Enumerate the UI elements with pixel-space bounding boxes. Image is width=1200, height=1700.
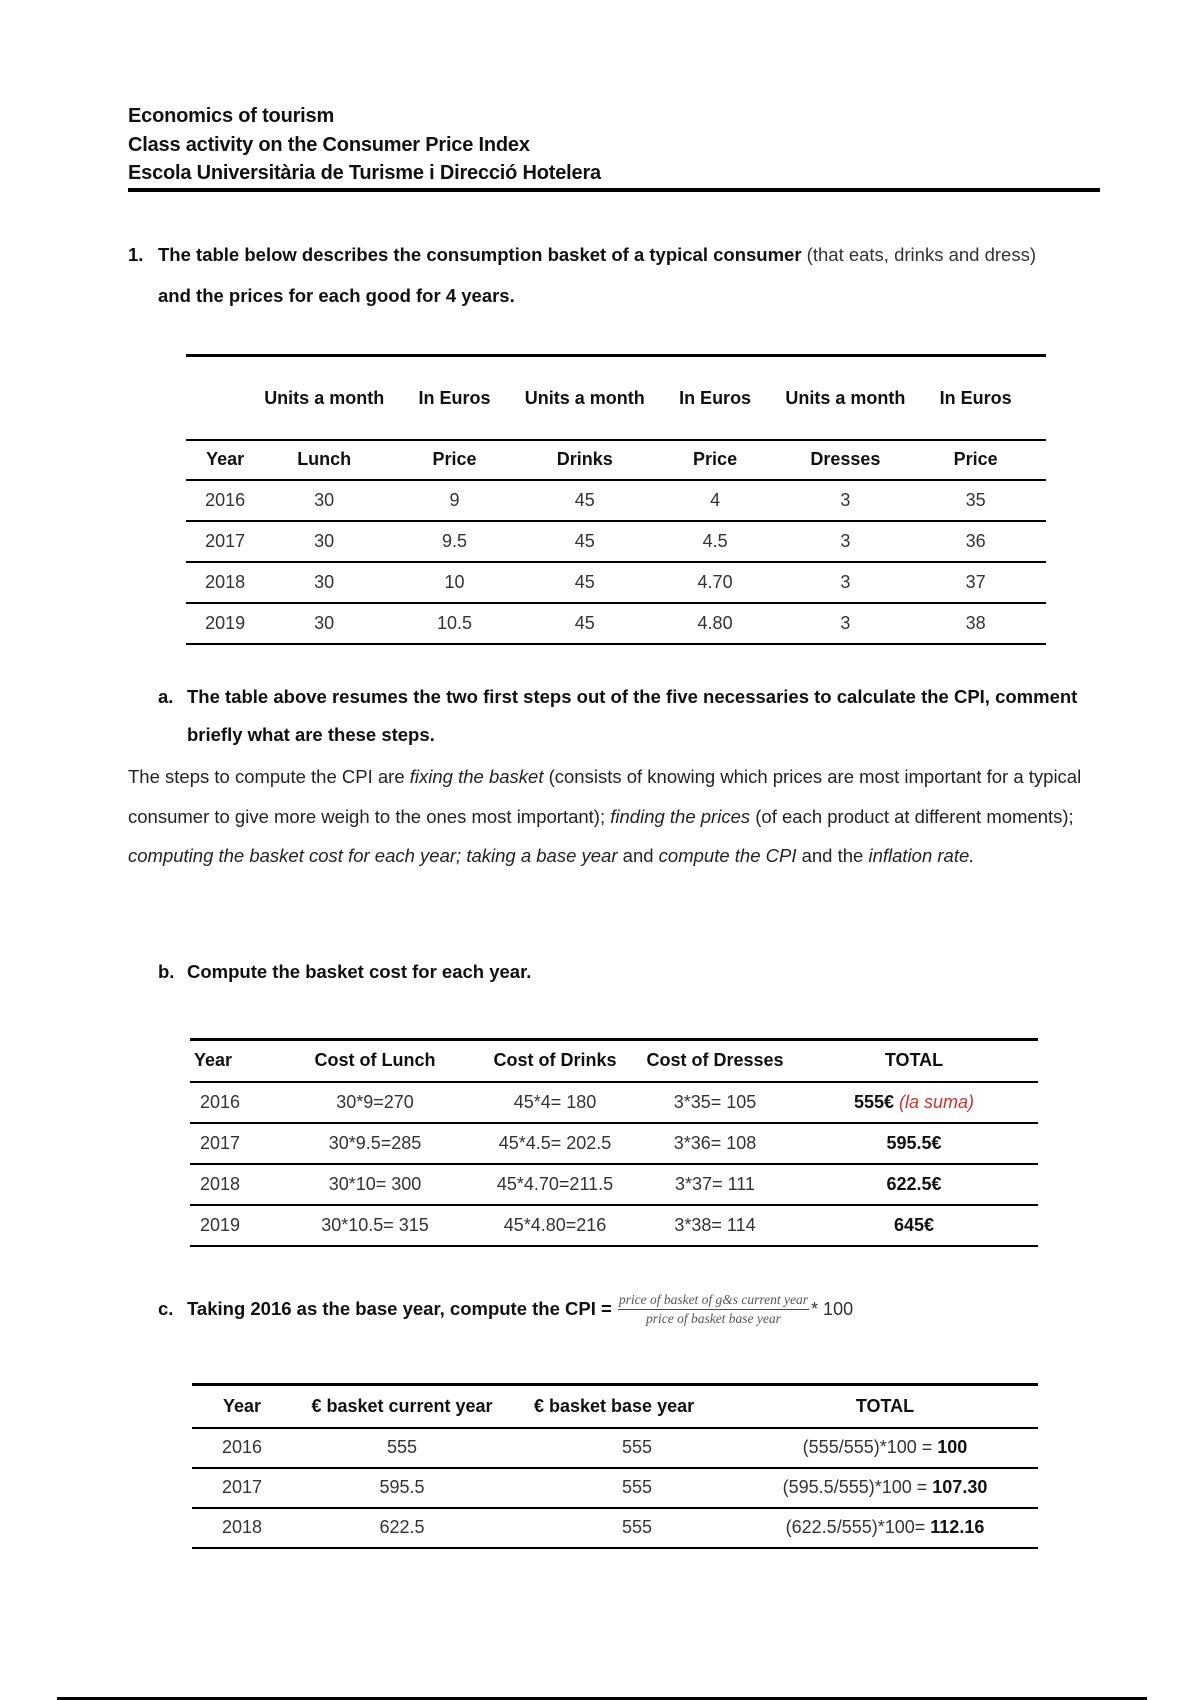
answer-text: The steps to compute the CPI are (128, 766, 410, 787)
header-cell: TOTAL (884, 1050, 944, 1071)
question-a-text: The table above resumes the two first steps out of the five necessaries to calculate the CPI, comment briefly what are these steps. (187, 686, 1078, 745)
header-cell: Cost of Dresses (646, 1050, 784, 1071)
question-1 (128, 234, 1108, 316)
table-cell: 30 (264, 562, 384, 603)
table-cell: 4.70 (645, 562, 786, 603)
question-letter: b. (158, 961, 175, 982)
table-cell: 10.5 (384, 603, 525, 644)
question-c (158, 1290, 853, 1328)
table-row (192, 1468, 1038, 1508)
table-header-row (186, 356, 1046, 440)
base-basket-cell: 555 (512, 1428, 732, 1468)
activity-title: Class activity on the Consumer Price Index (128, 133, 530, 156)
table-cell: 2019 (186, 603, 264, 644)
basket-cost-table (190, 1038, 1038, 1247)
year-cell: 2019 (190, 1205, 280, 1246)
document-header (128, 102, 1100, 188)
question-a (158, 678, 1098, 754)
course-title: Economics of tourism (128, 105, 335, 127)
table-row (190, 1082, 1038, 1123)
cost-drinks-cell: 45*4= 180 (470, 1082, 640, 1123)
base-basket-cell: 555 (512, 1508, 732, 1548)
table-cell: 30 (264, 480, 384, 521)
header-cell: Year (186, 440, 264, 480)
cost-dresses-cell: 3*36= 108 (640, 1123, 790, 1164)
cpi-cell (732, 1468, 1038, 1508)
cost-lunch-cell: 30*9=270 (280, 1082, 470, 1123)
cost-drinks-cell: 45*4.80=216 (470, 1205, 640, 1246)
formula-denominator: price of basket base year (645, 1310, 781, 1326)
answer-text: (of each product at different moments); (750, 805, 1074, 827)
table-cell: 3 (785, 562, 905, 603)
question-b-text: Compute the basket cost for each year. (187, 961, 532, 982)
total-value: 645€ (893, 1214, 935, 1235)
header-divider (128, 188, 1100, 192)
header-cell: Price (645, 440, 786, 480)
table-cell: 4.5 (645, 521, 786, 562)
header-cell: Price (905, 440, 1046, 480)
question-c-text: Taking 2016 as the base year, compute the CPI = (187, 1298, 612, 1319)
header-cell: € basket base year (534, 1395, 695, 1416)
cpi-formula: (622.5/555)*100= (785, 1517, 931, 1537)
table-row (186, 480, 1046, 521)
table-row (192, 1428, 1038, 1468)
table-cell: 2016 (186, 480, 264, 521)
question-b (158, 953, 531, 991)
cpi-result: 112.16 (930, 1517, 985, 1537)
answer-text: and the (796, 845, 869, 866)
cost-drinks-cell: 45*4.70=211.5 (470, 1164, 640, 1205)
cpi-cell (732, 1508, 1038, 1548)
table-cell: 37 (905, 562, 1046, 603)
base-basket-cell: 555 (512, 1468, 732, 1508)
answer-emphasis: computing the basket cost for each year; taking a base year (128, 845, 618, 866)
table-cell: 30 (264, 603, 384, 644)
total-note: (la suma) (894, 1091, 975, 1112)
table-cell: 4.80 (645, 603, 786, 644)
table-row (190, 1205, 1038, 1246)
consumption-basket-table (186, 354, 1046, 645)
cpi-table (192, 1383, 1038, 1549)
table-row (192, 1508, 1038, 1548)
current-basket-cell: 622.5 (292, 1508, 512, 1548)
table-cell: 36 (905, 521, 1046, 562)
answer-text: and (617, 845, 659, 866)
cpi-formula: (555/555)*100 = (802, 1437, 938, 1457)
table-cell: 2018 (186, 562, 264, 603)
header-cell: Lunch (264, 440, 384, 480)
table-cell: 4 (645, 480, 786, 521)
year-cell: 2016 (190, 1082, 280, 1123)
year-cell: 2016 (192, 1428, 292, 1468)
table-row (186, 603, 1046, 644)
cost-lunch-cell: 30*10.5= 315 (280, 1205, 470, 1246)
answer-text: (consists of knowing which prices are most important for a typical consumer to give more weigh to the ones most important); (128, 766, 1082, 827)
header-cell: € basket current year (311, 1395, 493, 1416)
formula-numerator: price of basket of g&s current year (618, 1292, 809, 1310)
total-value: 595.5€ (886, 1132, 942, 1153)
cost-lunch-cell: 30*9.5=285 (280, 1123, 470, 1164)
header-cell: Dresses (785, 440, 905, 480)
header-cell: Units a month (524, 387, 645, 408)
year-cell: 2017 (192, 1468, 292, 1508)
answer-emphasis: fixing the basket (409, 766, 544, 787)
answer-emphasis: inflation rate. (868, 845, 975, 866)
table-cell: 3 (785, 521, 905, 562)
header-cell: Price (384, 440, 525, 480)
question-number: 1. (128, 244, 144, 265)
table-subheader-row (186, 440, 1046, 480)
table-row (190, 1164, 1038, 1205)
table-cell: 30 (264, 521, 384, 562)
cpi-formula: (595.5/555)*100 = (782, 1477, 933, 1497)
cpi-cell (732, 1428, 1038, 1468)
total-value: 622.5€ (886, 1173, 942, 1194)
total-cell (790, 1205, 1038, 1246)
current-basket-cell: 595.5 (292, 1468, 512, 1508)
cost-dresses-cell: 3*35= 105 (640, 1082, 790, 1123)
total-cell (790, 1082, 1038, 1123)
table-cell: 3 (785, 480, 905, 521)
table-cell: 45 (525, 521, 645, 562)
formula-multiplier: * 100 (811, 1299, 854, 1319)
total-cell (790, 1164, 1038, 1205)
header-cell: In Euros (679, 387, 752, 408)
table-cell: 38 (905, 603, 1046, 644)
question-text-bold: The table below describes the consumption basket of a typical consumer (158, 244, 802, 265)
answer-emphasis: finding the prices (610, 805, 751, 827)
cpi-result: 100 (937, 1437, 968, 1457)
table-cell: 10 (384, 562, 525, 603)
question-letter: a. (158, 686, 174, 707)
cost-dresses-cell: 3*38= 114 (640, 1205, 790, 1246)
table-row (186, 562, 1046, 603)
question-text-aside: (that eats, drinks and dress) (801, 244, 1036, 265)
cost-lunch-cell: 30*10= 300 (280, 1164, 470, 1205)
table-cell: 9 (384, 480, 525, 521)
cost-drinks-cell: 45*4.5= 202.5 (470, 1123, 640, 1164)
header-cell: Year (222, 1395, 262, 1416)
answer-a (128, 757, 1108, 876)
table-cell: 45 (525, 562, 645, 603)
table-cell: 45 (525, 603, 645, 644)
table-cell: 45 (525, 480, 645, 521)
table-row (190, 1123, 1038, 1164)
cost-dresses-cell: 3*37= 111 (640, 1164, 790, 1205)
current-basket-cell: 555 (292, 1428, 512, 1468)
answer-emphasis: compute the CPI (658, 845, 797, 866)
header-cell: Cost of Drinks (493, 1050, 617, 1071)
table-row (186, 521, 1046, 562)
total-value: 555€ (853, 1091, 895, 1112)
header-cell: Cost of Lunch (314, 1050, 436, 1071)
table-cell: 3 (785, 603, 905, 644)
cpi-formula-fraction (618, 1292, 809, 1327)
header-cell: Units a month (264, 387, 385, 408)
header-cell (186, 356, 264, 440)
table-header-row (192, 1385, 1038, 1428)
table-cell: 2017 (186, 521, 264, 562)
table-cell: 35 (905, 480, 1046, 521)
table-cell: 9.5 (384, 521, 525, 562)
header-cell: In Euros (939, 387, 1012, 408)
question-text-line2: and the prices for each good for 4 years. (158, 285, 515, 306)
year-cell: 2018 (192, 1508, 292, 1548)
school-name: Escola Universitària de Turisme i Direcció Hotelera (128, 162, 601, 184)
cpi-result: 107.30 (932, 1477, 988, 1497)
header-cell: Units a month (785, 387, 906, 408)
year-cell: 2017 (190, 1123, 280, 1164)
table-header-row (190, 1040, 1038, 1082)
year-cell: 2018 (190, 1164, 280, 1205)
header-cell: Drinks (525, 440, 645, 480)
question-letter: c. (158, 1298, 174, 1319)
total-cell (790, 1123, 1038, 1164)
header-cell: In Euros (418, 387, 491, 408)
header-cell: Year (194, 1050, 233, 1071)
header-cell: TOTAL (855, 1395, 915, 1416)
